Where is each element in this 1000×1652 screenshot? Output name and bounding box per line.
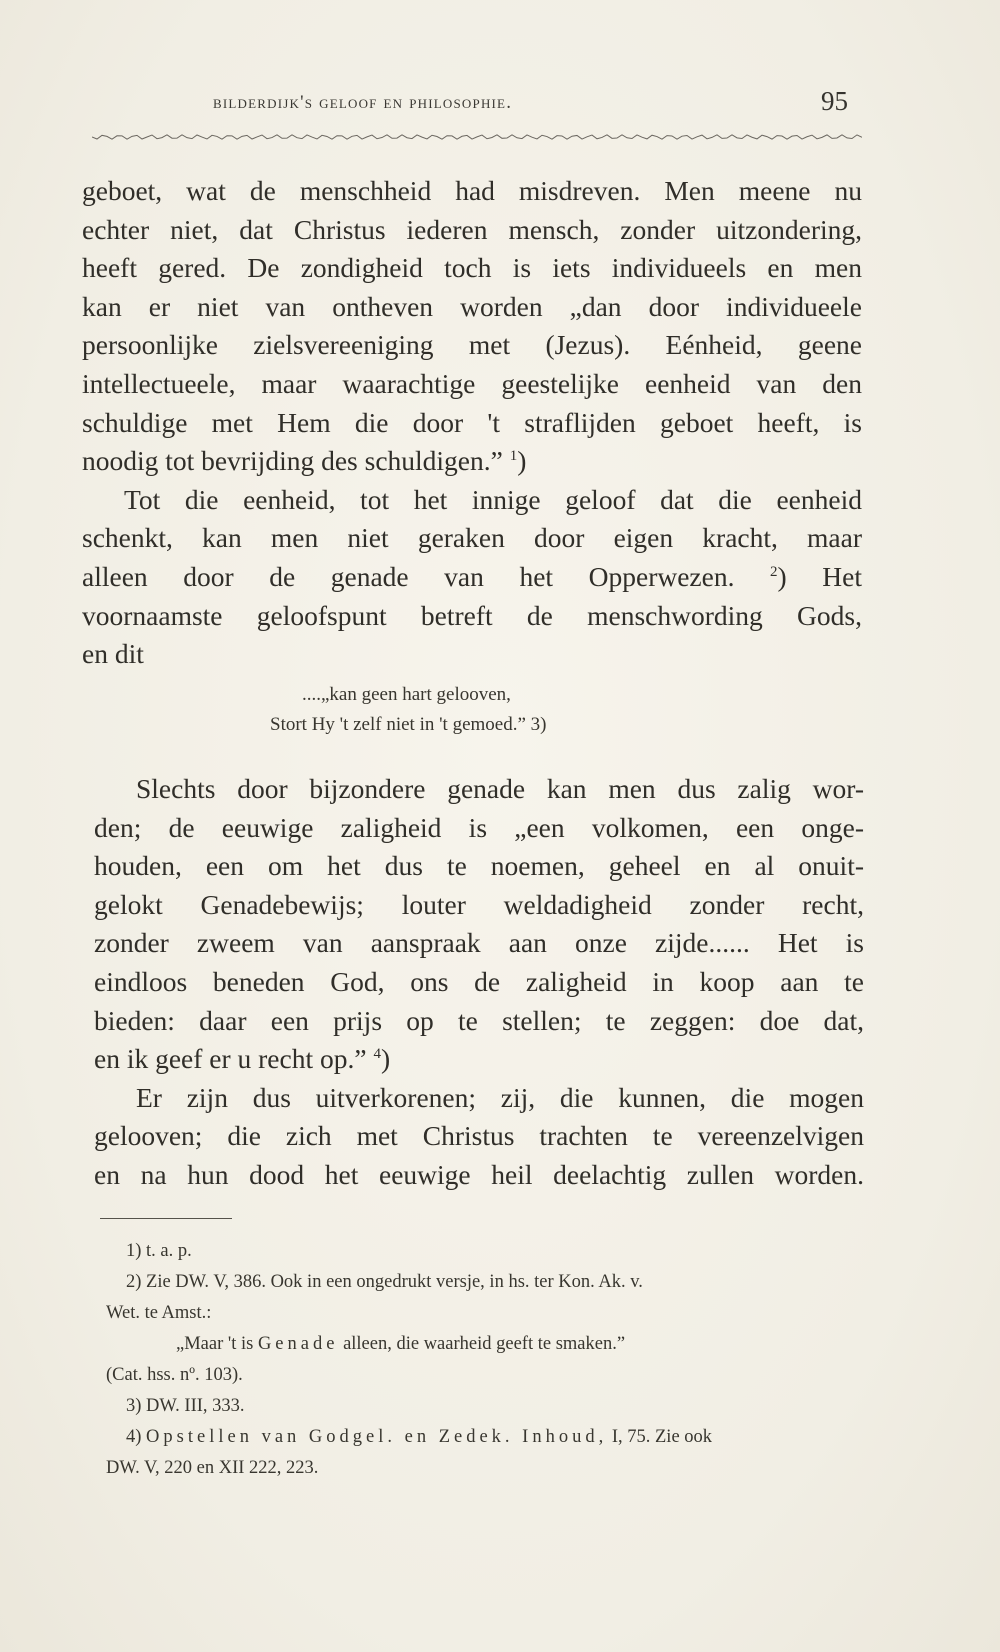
text-fragment: ) Het — [777, 560, 862, 592]
footnote-ref-1: 1 — [509, 448, 518, 465]
text-line: Slechts door bijzondere genade kan men dus zalig wor- — [136, 773, 864, 804]
main-text-block-1 — [82, 172, 862, 674]
footnote-1: 1) t. a. p. — [126, 1241, 192, 1261]
text-fragment: alleen door de genade van het Opperwezen. — [82, 560, 735, 592]
footnote-ref-2: 2 — [770, 563, 778, 580]
text-line: gelokt Genadebewijs; louter weldadigheid zonder recht, — [94, 888, 864, 920]
ornamental-rule — [92, 131, 862, 143]
text-line: zonder zweem van aanspraak aan onze zijde...... Het is — [94, 927, 864, 959]
text-fragment: I, 75. Zie ook — [611, 1427, 713, 1447]
text-line: bieden: daar een prijs op te stellen; te zeggen: doe dat, — [94, 1004, 864, 1036]
running-head: bilderdijk's geloof en philosophie. — [213, 92, 513, 113]
footnote-2: 2) Zie DW. V, 386. Ook in een ongedrukt versje, in hs. ter Kon. Ak. v. — [126, 1272, 643, 1292]
verse-line: ....„kan geen hart gelooven, — [302, 684, 511, 705]
text-line: schenkt, kan men niet geraken door eigen kracht, maar — [82, 522, 862, 554]
text-fragment: alleen, die waarheid geeft te smaken.” — [343, 1334, 626, 1354]
footnote-2-quote — [106, 1329, 866, 1360]
text-fragment: „Maar 't is — [176, 1334, 254, 1354]
text-line: en dit — [82, 638, 144, 670]
text-line: heeft gered. De zondigheid toch is iets individueels en men — [82, 252, 862, 284]
footnote-4-cont: DW. V, 220 en XII 222, 223. — [106, 1458, 319, 1478]
main-text-block-2 — [94, 770, 864, 1195]
footnotes — [106, 1236, 866, 1484]
text-line: houden, een om het dus te noemen, geheel en al onuit- — [94, 850, 864, 882]
footnote-3: 3) DW. III, 333. — [126, 1396, 245, 1416]
text-line: schuldige met Hem die door 't straflijden geboet heeft, is — [82, 406, 862, 438]
footnote-2-source: (Cat. hss. nº. 103). — [106, 1365, 243, 1385]
text-line — [94, 1040, 864, 1079]
text-line: kan er niet van ontheven worden „dan door individueele — [82, 290, 862, 322]
spaced-word: Genade — [257, 1334, 339, 1354]
text-line: echter niet, dat Christus iederen mensch, zonder uitzondering, — [82, 213, 862, 245]
text-line: persoonlijke zielsvereeniging met (Jezus). Eénheid, geene — [82, 329, 862, 361]
text-line: en na hun dood het eeuwige heil deelachtig zullen worden. — [94, 1158, 864, 1190]
text-line — [82, 442, 862, 481]
text-line: gelooven; die zich met Christus trachten te vereenzelvigen — [94, 1120, 864, 1152]
footnote-ref-4: 4 — [373, 1046, 381, 1063]
text-line: voornaamste geloofspunt betreft de menschwording Gods, — [82, 599, 862, 631]
verse-quote — [82, 680, 862, 740]
text-fragment: noodig tot bevrijding des schuldigen.” — [82, 445, 503, 477]
verse-line: Stort Hy 't zelf niet in 't gemoed.” 3) — [270, 714, 547, 735]
footnote-2-cont: Wet. te Amst.: — [106, 1303, 212, 1323]
page-header — [213, 86, 863, 126]
text-line: eindloos beneden God, ons de zaligheid in koop aan te — [94, 965, 864, 997]
page-number: 95 — [821, 86, 848, 116]
footnote-divider — [100, 1218, 232, 1219]
text-fragment: 4) — [126, 1427, 142, 1447]
spaced-title: Opstellen van Godgel. en Zedek. Inhoud, — [146, 1427, 608, 1447]
footnote-ref-close: ) — [380, 1043, 391, 1075]
text-line: Tot die eenheid, tot het innige geloof dat die eenheid — [124, 483, 862, 515]
text-line: den; de eeuwige zaligheid is „een volkomen, een onge- — [94, 811, 864, 843]
text-fragment: en ik geef er u recht op.” — [94, 1043, 367, 1075]
footnote-4 — [106, 1422, 866, 1453]
text-line: Er zijn dus uitverkorenen; zij, die kunnen, die mogen — [136, 1081, 864, 1113]
text-line — [82, 558, 862, 597]
text-line: geboet, wat de menschheid had misdreven. Men meene nu — [82, 175, 862, 206]
text-line: intellectueele, maar waarachtige geestelijke eenheid van den — [82, 367, 862, 399]
footnote-ref-close: ) — [517, 445, 527, 477]
